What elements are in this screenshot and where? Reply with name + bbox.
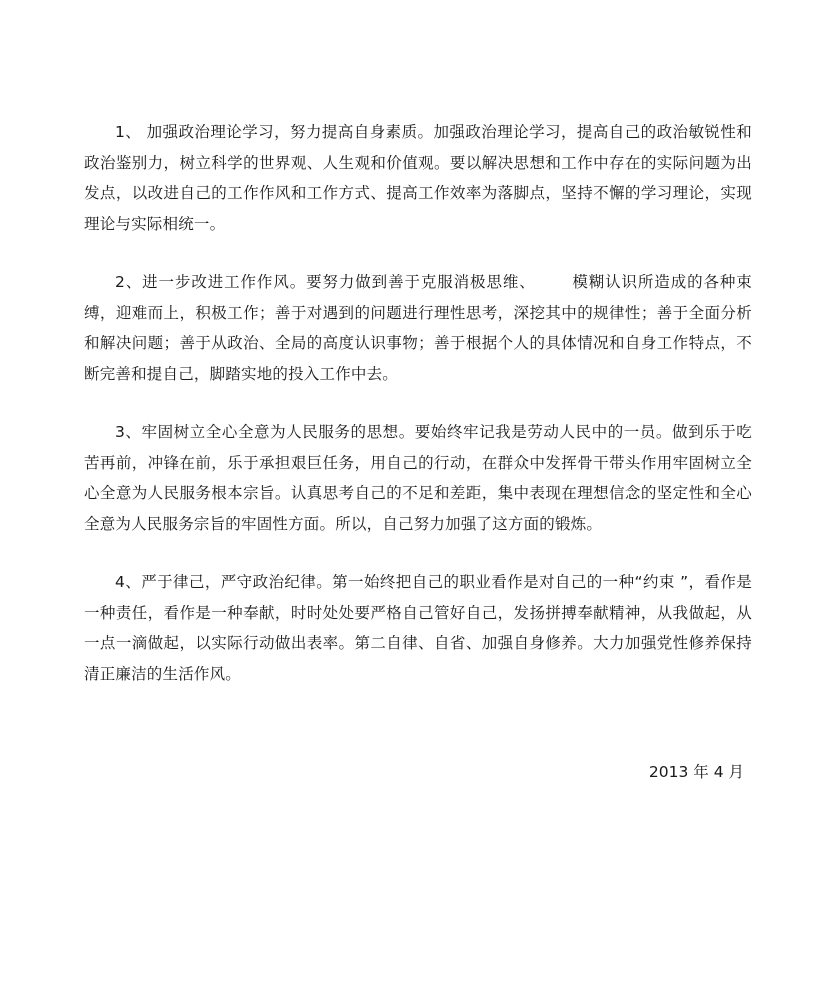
- document-date: 2013 年 4 月: [648, 763, 744, 781]
- paragraph-3: 3、牢固树立全心全意为人民服务的思想。要始终牢记我是劳动人民中的一员。做到乐于吃苦再前，冲锋在前，乐于承担艰巨任务，用自己的行动，在群众中发挥骨干带头作用牢固树立全心全意为人民服务根本宗旨。认真思考自己的不足和差距，集中表现在理想信念的坚定性和全心全意为人民服务宗旨的牢固性方面。所以，自己努力加强了这方面的锻炼。: [84, 423, 752, 533]
- document-body: [84, 117, 752, 717]
- paragraph-2-part-2: 模糊认识所造成的各种束缚，迎难而上，积极工作；善于对遇到的问题进行理性思考，深挖其中的规律性；善于全面分析和解决问题；善于从政治、全局的高度认识事物；善于根据个人的具体情况和自身工作特点，不断完善和提自己，脚踏实地的投入工作中去。: [84, 273, 752, 383]
- paragraph-4: 4、严于律己，严守政治纪律。第一始终把自己的职业看作是对自己的一种“约束 ”，看作是一种责任，看作是一种奉献，时时处处要严格自己管好自己，发扬拼搏奉献精神，从我做起，从一点一滴做起，以实际行动做出表率。第二自律、自省、加强自身修养。大力加强党性修养保持清正廉洁的生活作风。: [84, 573, 752, 683]
- paragraph-2-part-1: 2、进一步改进工作作风。要努力做到善于克服消极思维、: [115, 273, 536, 291]
- paragraph-1: 1、 加强政治理论学习，努力提高自身素质。加强政治理论学习，提高自己的政治敏锐性和政治鉴别力，树立科学的世界观、人生观和价值观。要以解决思想和工作中存在的实际问题为出发点，以改进自己的工作作风和工作方式、提高工作效率为落脚点，坚持不懈的学习理论，实现理论与实际相统一。: [84, 123, 752, 233]
- paragraph-2: [84, 267, 752, 389]
